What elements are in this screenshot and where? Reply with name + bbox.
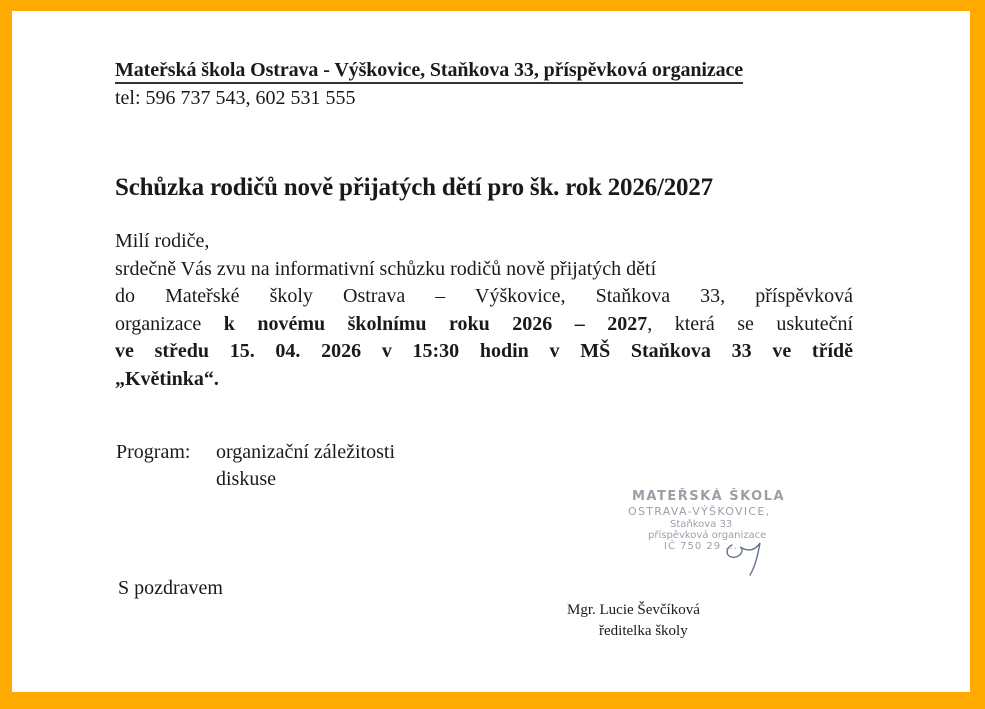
organization-header: Mateřská škola Ostrava - Výškovice, Staňkova 33, příspěvková organizace — [115, 59, 743, 84]
document-page — [12, 11, 970, 692]
handwritten-signature-icon — [720, 519, 770, 579]
phone-line: tel: 596 737 543, 602 531 555 — [115, 87, 356, 109]
program-item: diskuse — [216, 468, 276, 490]
school-year-emphasis: k novému školnímu roku 2026 – 2027 — [223, 312, 648, 335]
salutation: Milí rodiče, — [115, 230, 210, 252]
program-item: organizační záležitosti — [216, 441, 395, 463]
closing-greeting: S pozdravem — [118, 577, 223, 599]
meeting-date-line: ve středu 15. 04. 2026 v 15:30 hodin v MŠ Staňkova 33 ve třídě — [115, 340, 853, 362]
stamp-line-4: příspěvková organizace — [648, 530, 767, 541]
signatory-role: ředitelka školy — [599, 623, 688, 639]
stamp-line-1: MATEŘSKÁ ŠKOLA — [632, 489, 786, 504]
body-line-3 — [115, 311, 853, 339]
classroom-name: „Květinka“. — [115, 367, 219, 390]
document-title: Schůzka rodičů nově přijatých dětí pro šk. rok 2026/2027 — [115, 174, 713, 201]
signatory-name: Mgr. Lucie Ševčíková — [567, 602, 700, 618]
stamp-line-2: OSTRAVA-VÝŠKOVICE, — [628, 505, 771, 518]
stamp-line-5: IČ 750 29 ... — [664, 541, 738, 552]
stamp-line-3: Staňkova 33 — [670, 519, 733, 530]
body-line-3-text: organizace — [115, 312, 224, 335]
body-line-2: do Mateřské školy Ostrava – Výškovice, Staňkova 33, příspěvková — [115, 285, 853, 307]
body-line-3-end: , která se uskuteční — [647, 312, 854, 335]
body-line-1: srdečně Vás zvu na informativní schůzku rodičů nově přijatých dětí — [115, 257, 657, 280]
school-stamp — [620, 489, 790, 584]
program-label: Program: — [116, 441, 191, 463]
letter-body — [115, 228, 853, 393]
